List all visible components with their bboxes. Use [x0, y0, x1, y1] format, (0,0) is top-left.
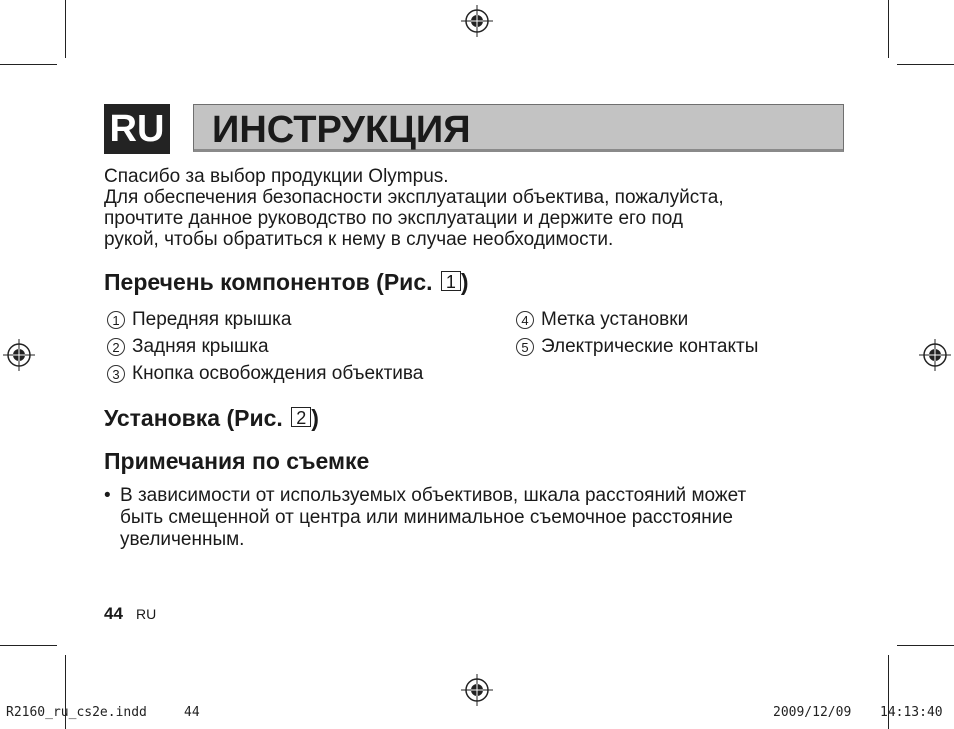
list-item-label: Передняя крышка: [132, 309, 292, 330]
heading-close-paren: ): [460, 269, 469, 295]
language-badge: RU: [104, 104, 170, 154]
list-item-label: Кнопка освобождения объектива: [132, 363, 424, 384]
circled-number: 5: [516, 338, 534, 356]
registration-mark-icon: [2, 338, 36, 372]
crop-mark-top-right-vertical: [888, 0, 889, 58]
page-language: RU: [136, 606, 157, 622]
page-title: ИНСТРУКЦИЯ: [212, 109, 471, 151]
crop-mark-bottom-right-horizontal: [897, 645, 954, 646]
registration-mark-icon: [460, 4, 494, 38]
circled-number: 1: [107, 311, 125, 329]
footer-page: 44: [184, 705, 200, 720]
list-item: [107, 363, 423, 385]
list-item: [107, 309, 291, 331]
intro-line-1: Спасибо за выбор продукции Olympus.: [104, 166, 449, 187]
registration-mark-icon: [460, 673, 494, 707]
notes-text: [120, 485, 860, 551]
components-heading: [104, 268, 469, 296]
figure-number-box: 1: [441, 271, 461, 291]
list-item: [516, 336, 758, 358]
list-item-label: Метка установки: [541, 309, 689, 330]
list-item: [107, 336, 269, 358]
intro-line-3: прочтите данное руководство по эксплуатации и держите его под: [104, 208, 683, 229]
crop-mark-top-left-horizontal: [0, 64, 57, 65]
list-item-label: Задняя крышка: [132, 336, 269, 357]
notes-line-1: В зависимости от используемых объективов, шкала расстояний может: [120, 485, 747, 506]
registration-mark-icon: [918, 338, 952, 372]
crop-mark-top-left-vertical: [65, 0, 66, 58]
circled-number: 4: [516, 311, 534, 329]
components-heading-text: Перечень компонентов (Рис.: [104, 269, 433, 295]
notes-line-3: увеличенным.: [120, 529, 245, 550]
heading-close-paren: ): [311, 405, 319, 431]
footer-time: 14:13:40: [880, 705, 943, 720]
intro-line-2: Для обеспечения безопасности эксплуатации объектива, пожалуйста,: [104, 187, 724, 208]
list-item: [516, 309, 688, 331]
intro-line-4: рукой, чтобы обратиться к нему в случае необходимости.: [104, 229, 614, 250]
figure-number-box: 2: [291, 407, 311, 427]
footer-date: 2009/12/09: [773, 705, 852, 720]
crop-mark-top-right-horizontal: [897, 64, 954, 65]
crop-mark-bottom-left-horizontal: [0, 645, 57, 646]
install-heading: [104, 404, 319, 432]
notes-line-2: быть смещенной от центра или минимальное съемочное расстояние: [120, 507, 733, 528]
notes-heading: Примечания по съемке: [104, 448, 370, 474]
install-heading-text: Установка (Рис.: [104, 405, 283, 431]
footer-filename: R2160_ru_cs2e.indd: [6, 705, 147, 720]
page-number: 44: [104, 604, 123, 623]
circled-number: 2: [107, 338, 125, 356]
bullet-icon: •: [104, 485, 111, 506]
list-item-label: Электрические контакты: [541, 336, 759, 357]
circled-number: 3: [107, 365, 125, 383]
